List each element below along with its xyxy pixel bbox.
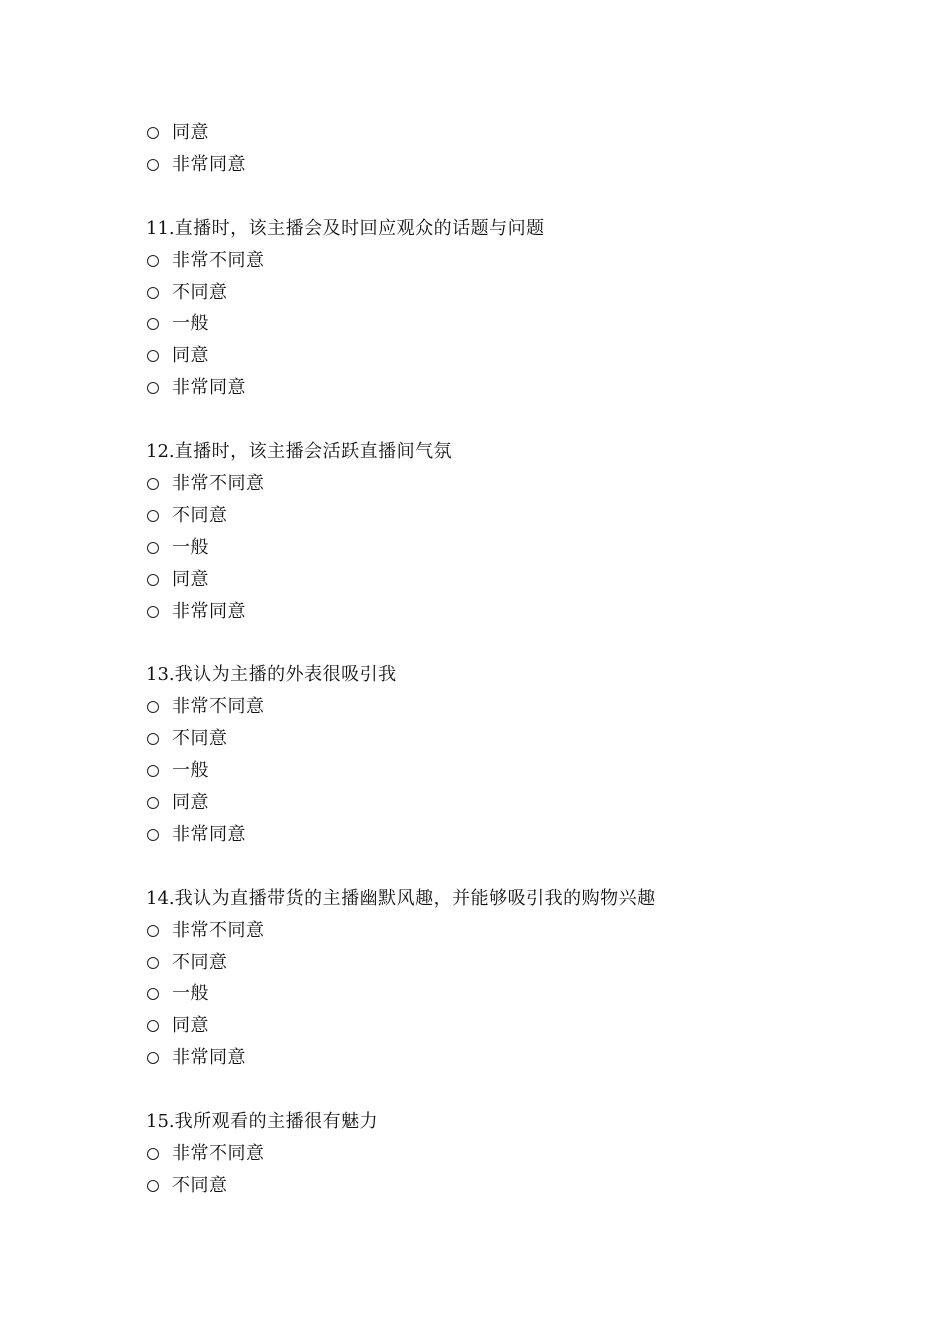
option-label: 非常同意	[172, 600, 246, 622]
option-label: 非常不同意	[172, 1143, 265, 1165]
radio-circle-icon[interactable]	[147, 701, 159, 713]
option-row[interactable]	[146, 308, 866, 340]
option-label: 同意	[172, 568, 209, 590]
option-label: 非常同意	[172, 823, 246, 845]
radio-circle-icon[interactable]	[147, 542, 159, 554]
option-row[interactable]	[146, 245, 866, 277]
radio-circle-icon[interactable]	[147, 127, 159, 139]
option-row[interactable]	[146, 117, 866, 149]
radio-circle-icon[interactable]	[147, 988, 159, 1000]
radio-circle-icon[interactable]	[147, 797, 159, 809]
option-row[interactable]	[146, 468, 866, 500]
question-block-12	[146, 436, 866, 627]
option-row[interactable]	[146, 723, 866, 755]
option-row[interactable]	[146, 340, 866, 372]
option-row[interactable]	[146, 819, 866, 851]
question-title	[146, 659, 866, 691]
question-number: 15.	[146, 1111, 175, 1133]
radio-circle-icon[interactable]	[147, 1148, 159, 1160]
option-row[interactable]	[146, 915, 866, 947]
radio-circle-icon[interactable]	[147, 1020, 159, 1032]
option-row[interactable]	[146, 500, 866, 532]
option-label: 不同意	[172, 728, 228, 750]
option-row[interactable]	[146, 755, 866, 787]
radio-circle-icon[interactable]	[147, 350, 159, 362]
radio-circle-icon[interactable]	[147, 318, 159, 330]
option-row[interactable]	[146, 149, 866, 181]
option-label: 一般	[172, 983, 209, 1005]
question-title	[146, 436, 866, 468]
question-text: 直播时，该主播会活跃直播间气氛	[174, 441, 453, 463]
question-title	[146, 1106, 866, 1138]
option-row[interactable]	[146, 1010, 866, 1042]
option-label: 非常同意	[172, 153, 246, 175]
option-label: 不同意	[172, 1174, 228, 1196]
option-label: 不同意	[172, 504, 228, 526]
question-number: 14.	[146, 887, 175, 909]
option-label: 不同意	[172, 281, 228, 303]
radio-circle-icon[interactable]	[147, 957, 159, 969]
option-label: 同意	[172, 1015, 209, 1037]
option-row[interactable]	[146, 277, 866, 309]
option-row[interactable]	[146, 787, 866, 819]
option-row[interactable]	[146, 1170, 866, 1202]
question-text: 直播时，该主播会及时回应观众的话题与问题	[174, 217, 545, 239]
question-number: 12.	[146, 441, 175, 463]
question-block-11	[146, 213, 866, 404]
option-label: 非常不同意	[172, 696, 265, 718]
option-row[interactable]	[146, 1138, 866, 1170]
radio-circle-icon[interactable]	[147, 382, 159, 394]
radio-circle-icon[interactable]	[147, 733, 159, 745]
option-label: 同意	[172, 792, 209, 814]
question-number: 13.	[146, 664, 175, 686]
option-row[interactable]	[146, 564, 866, 596]
radio-circle-icon[interactable]	[147, 1052, 159, 1064]
option-label: 非常不同意	[172, 473, 265, 495]
radio-circle-icon[interactable]	[147, 829, 159, 841]
option-label: 非常同意	[172, 377, 246, 399]
option-row[interactable]	[146, 978, 866, 1010]
question-title	[146, 883, 866, 915]
option-row[interactable]	[146, 691, 866, 723]
question-number: 11.	[146, 217, 175, 239]
radio-circle-icon[interactable]	[147, 1180, 159, 1192]
radio-circle-icon[interactable]	[147, 574, 159, 586]
radio-circle-icon[interactable]	[147, 606, 159, 618]
option-label: 一般	[172, 760, 209, 782]
option-label: 一般	[172, 313, 209, 335]
option-row[interactable]	[146, 1042, 866, 1074]
option-row[interactable]	[146, 947, 866, 979]
question-block-15	[146, 1106, 866, 1202]
question-title	[146, 213, 866, 245]
question-text: 我认为主播的外表很吸引我	[174, 664, 397, 686]
radio-circle-icon[interactable]	[147, 510, 159, 522]
question-block-14	[146, 883, 866, 1074]
radio-circle-icon[interactable]	[147, 765, 159, 777]
option-label: 非常不同意	[172, 249, 265, 271]
radio-circle-icon[interactable]	[147, 255, 159, 267]
question-text: 我认为直播带货的主播幽默风趣，并能够吸引我的购物兴趣	[174, 887, 656, 909]
question-block-13	[146, 659, 866, 850]
option-row[interactable]	[146, 596, 866, 628]
option-label: 不同意	[172, 951, 228, 973]
option-label: 非常不同意	[172, 919, 265, 941]
radio-circle-icon[interactable]	[147, 925, 159, 937]
option-label: 同意	[172, 345, 209, 367]
option-label: 非常同意	[172, 1047, 246, 1069]
option-label: 同意	[172, 122, 209, 143]
question-block-continued	[146, 117, 866, 181]
option-row[interactable]	[146, 372, 866, 404]
option-label: 一般	[172, 536, 209, 558]
question-text: 我所观看的主播很有魅力	[174, 1111, 379, 1133]
option-row[interactable]	[146, 532, 866, 564]
radio-circle-icon[interactable]	[147, 159, 159, 171]
radio-circle-icon[interactable]	[147, 287, 159, 299]
survey-page	[146, 117, 866, 1202]
radio-circle-icon[interactable]	[147, 478, 159, 490]
